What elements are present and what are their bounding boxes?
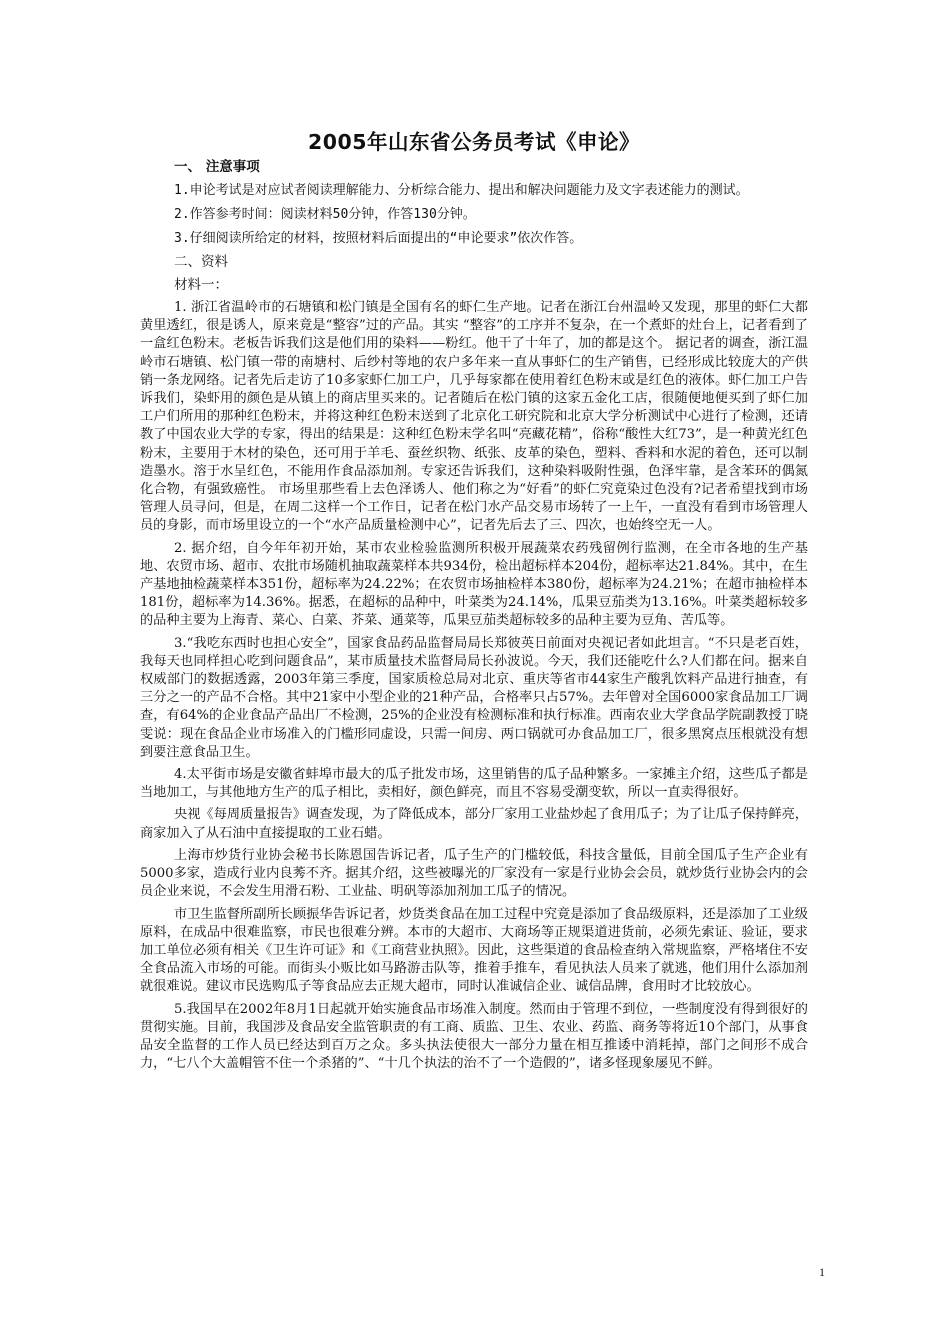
materials-heading: 二、资料 xyxy=(174,254,228,270)
notice-item: 3.仔细阅读所给定的材料，按照材料后面提出的“申论要求”依次作答。 xyxy=(174,231,583,246)
material-paragraph: 2. 据介绍，自今年年初开始，某市农业检验监测所积极开展蔬菜农药残留例行监测，在全市各地的生产基地、农贸市场、超市、农批市场随机抽取蔬菜样本共934份，检出超标样本204份，超标率达21.84%。其中，在生产基地抽检蔬菜样本351份，超标率为24.22%；在农贸市场抽检样本380份，超标率为24.21%；在超市抽检样本181份，超标率为14.36%。据悉，在超标的品种中，叶菜类为24.14%，瓜果豆茄类为13.16%。叶菜类超标较多的品种主要为上海青、菜心、白菜、芥菜、通菜等，瓜果豆茄类超标较多的品种主要为豆角、苦瓜等。 xyxy=(140,540,808,629)
notice-item: 1.申论考试是对应试者阅读理解能力、分析综合能力、提出和解决问题能力及文字表述能力的测试。 xyxy=(174,183,749,198)
document-title: 2005年山东省公务员考试《申论》 xyxy=(307,130,641,154)
material-paragraph: 上海市炒货行业协会秘书长陈恩国告诉记者，瓜子生产的门槛较低，科技含量低，目前全国瓜子生产企业有5000多家，造成行业内良莠不齐。据其介绍，这些被曝光的厂家没有一家是行业协会会员，就炒货行业协会内的会员企业来说，不会发生用滑石粉、工业盐、明矾等添加剂加工瓜子的情况。 xyxy=(140,847,808,900)
material-paragraph: 5.我国早在2002年8月1日起就开始实施食品市场准入制度。然而由于管理不到位，一些制度没有得到很好的贯彻实施。目前，我国涉及食品安全监管职责的有工商、质监、卫生、农业、药监、商务等将近10个部门，从事食品安全监督的工作人员已经达到百万之众。多头执法使很大一部分力量在相互推诿中消耗掉，部门之间形不成合力，“七八个大盖帽管不住一个杀猪的”、“十几个执法的治不了一个造假的”，诸多怪现象屡见不鲜。 xyxy=(140,1001,808,1072)
material-paragraph: 3.“我吃东西时也担心安全”，国家食品药品监督局局长郑彼英日前面对央视记者如此坦言。“不只是老百姓，我每天也同样担心吃到问题食品”，某市质量技术监督局局长孙波说。今天，我们还能吃什么?人们都在问。据来自权威部门的数据透露，2003年第三季度，国家质检总局对北京、重庆等省市44家生产酸乳饮料产品进行抽查，有三分之一的产品不合格。其中21家中小型企业的21种产品，合格率只占57%。去年曾对全国6000家食品加工厂调查，有64%的企业食品产品出厂不检测，25%的企业没有检测标准和执行标准。西南农业大学食品学院副教授丁晓雯说：现在食品企业市场准入的门槛形同虚设，只需一间房、两口锅就可办食品加工厂，很多黑窝点压根就没有想到要注意食品卫生。 xyxy=(140,635,808,760)
material-label: 材料一： xyxy=(174,277,228,293)
material-paragraph: 央视《每周质量报告》调查发现，为了降低成本，部分厂家用工业盐炒起了食用瓜子；为了让瓜子保持鲜亮，商家加入了从石油中直接提取的工业石蜡。 xyxy=(140,807,808,841)
page-content xyxy=(140,128,808,1077)
material-paragraph: 4.太平街市场是安徽省蚌埠市最大的瓜子批发市场，这里销售的瓜子品种繁多。一家摊主介绍，这些瓜子都是当地加工，与其他地方生产的瓜子相比，卖相好，颜色鲜亮，而且不容易受潮变软，所以一直卖得很好。 xyxy=(140,767,808,801)
page-number: 1 xyxy=(819,1265,825,1279)
material-paragraph: 市卫生监督所副所长顾振华告诉记者，炒货类食品在加工过程中究竟是添加了食品级原料，还是添加了工业级原料，在成品中很难监察，市民也很难分辨。本市的大超市、大商场等正规渠道进货前，必须先索证、验证，要求加工单位必须有相关《卫生许可证》和《工商营业执照》。因此，这些渠道的食品检查纳入常规监察，严格堵住不安全食品流入市场的可能。而街头小贩比如马路游击队等，推着手推车，看见执法人员来了就逃，他们用什么添加剂就很难说。建议市民选购瓜子等食品应去正规大超市，同时认准诚信企业、诚信品牌，食用时才比较放心。 xyxy=(140,906,808,995)
notice-heading: 一、 注意事项 xyxy=(174,159,260,175)
material-paragraph: 1. 浙江省温岭市的石塘镇和松门镇是全国有名的虾仁生产地。记者在浙江台州温岭又发现，那里的虾仁大都黄里透红，很是诱人，原来竟是“整容”过的产品。其实 “整容”的工序并不复杂，在一个煮虾的灶台上，记者看到了一盒红色粉末。老板告诉我们这是他们用的染料——粉红。他干了十年了，加的都是这个。 据记者的调查，浙江温岭市石塘镇、松门镇一带的南塘村、后纱村等地的农户多年来一直从事虾仁的生产销售，已经形成比较庞大的产供销一条龙网络。记者先后走访了10多家虾仁加工户，几乎每家都在使用着红色粉末或是红色的液体。虾仁加工户告诉我们，染虾用的颜色是从镇上的商店里买来的。记者随后在松门镇的这家五金化工店，很随便地便买到了虾仁加工户们所用的那种红色粉末，并将这种红色粉末送到了北京化工研究院和北京大学分析测试中心进行了检测，还请教了中国农业大学的专家，得出的结果是：这种红色粉末学名叫“亮藏花精”，俗称“酸性大红73”，是一种黄光红色粉末，主要用于木材的染色，还可用于羊毛、蚕丝织物、纸张、皮革的染色，塑料、香料和水泥的着色，还可以制造墨水。溶于水呈红色，不能用作食品添加剂。专家还告诉我们，这种染料吸附性强，色泽牢靠，是含苯环的偶氮化合物，有强致癌性。 市场里那些看上去色泽诱人、他们称之为“好看”的虾仁究竟染过色没有?记者希望找到市场管理人员寻问，但是，在周二这样一个工作日，记者在松门水产品交易市场转了一上午，一直没有看到市场管理人员的身影，而市场里设立的一个“水产品质量检测中心”，记者先后去了三、四次，也始终空无一人。 xyxy=(140,300,808,534)
notice-item: 2.作答参考时间：阅读材料50分钟，作答130分钟。 xyxy=(174,207,476,222)
